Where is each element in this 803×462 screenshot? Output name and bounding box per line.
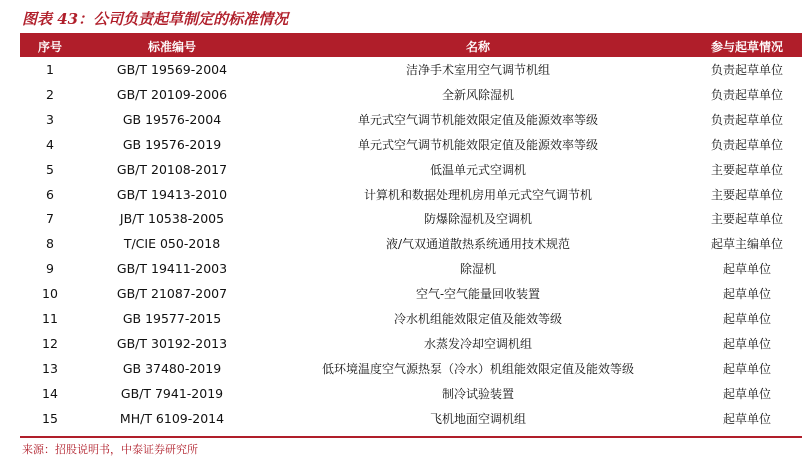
cell-standard-code: JB/T 10538-2005 bbox=[119, 211, 225, 227]
table-row bbox=[20, 82, 802, 107]
cell-role: 负责起草单位 bbox=[710, 87, 783, 102]
cell-standard-code: GB/T 21087-2007 bbox=[116, 286, 228, 302]
header-role: 参与起草情况 bbox=[692, 35, 802, 57]
cell-role: 负责起草单位 bbox=[710, 137, 783, 152]
cell-standard-code: GB/T 19569-2004 bbox=[116, 61, 228, 77]
cell-index: 1 bbox=[46, 61, 54, 77]
bottom-divider bbox=[20, 436, 802, 438]
cell-index: 7 bbox=[46, 211, 54, 227]
cell-standard-code: GB 19577-2015 bbox=[122, 311, 222, 327]
cell-standard-code: GB/T 7941-2019 bbox=[120, 385, 224, 401]
table-row bbox=[20, 381, 802, 406]
source-note: 来源：招股说明书，中泰证券研究所 bbox=[22, 443, 198, 456]
cell-name: 水蒸发冷却空调机组 bbox=[423, 337, 532, 352]
table-row bbox=[20, 132, 802, 157]
cell-standard-code: GB 37480-2019 bbox=[122, 361, 222, 377]
cell-role: 主要起草单位 bbox=[710, 187, 783, 202]
cell-role: 主要起草单位 bbox=[710, 162, 783, 177]
header-name: 名称 bbox=[264, 35, 692, 57]
cell-name: 除湿机 bbox=[459, 262, 496, 277]
cell-standard-code: MH/T 6109-2014 bbox=[119, 410, 225, 426]
cell-index: 5 bbox=[46, 161, 54, 177]
cell-index: 8 bbox=[46, 236, 54, 252]
table-row bbox=[20, 281, 802, 306]
cell-standard-code: GB/T 19411-2003 bbox=[116, 261, 228, 277]
cell-name: 计算机和数据处理机房用单元式空气调节机 bbox=[363, 187, 592, 202]
cell-standard-code: GB/T 19413-2010 bbox=[116, 186, 228, 202]
cell-name: 低环境温度空气源热泵（冷水）机组能效限定值及能效等级 bbox=[321, 362, 634, 377]
cell-role: 起草单位 bbox=[722, 362, 771, 377]
cell-name: 空气-空气能量回收装置 bbox=[415, 287, 541, 302]
table-header-row bbox=[20, 35, 802, 57]
cell-index: 15 bbox=[42, 410, 58, 426]
cell-index: 13 bbox=[42, 361, 58, 377]
cell-index: 14 bbox=[42, 385, 58, 401]
cell-name: 制冷试验装置 bbox=[441, 386, 514, 401]
cell-role: 起草单位 bbox=[722, 287, 771, 302]
standards-table bbox=[20, 35, 802, 431]
cell-name: 洁净手术室用空气调节机组 bbox=[405, 62, 550, 77]
cell-role: 起草单位 bbox=[722, 337, 771, 352]
table-row bbox=[20, 306, 802, 331]
cell-index: 9 bbox=[46, 261, 54, 277]
table-row bbox=[20, 107, 802, 132]
cell-name: 低温单元式空调机 bbox=[429, 162, 526, 177]
cell-role: 负责起草单位 bbox=[710, 112, 783, 127]
cell-index: 2 bbox=[46, 86, 54, 102]
cell-index: 11 bbox=[42, 311, 58, 327]
cell-name: 单元式空气调节机能效限定值及能源效率等级 bbox=[357, 112, 598, 127]
cell-name: 单元式空气调节机能效限定值及能源效率等级 bbox=[357, 137, 598, 152]
cell-role: 起草单位 bbox=[722, 262, 771, 277]
table-row bbox=[20, 182, 802, 207]
cell-name: 液/气双通道散热系统通用技术规范 bbox=[385, 237, 571, 252]
cell-name: 防爆除湿机及空调机 bbox=[423, 212, 532, 227]
cell-role: 起草主编单位 bbox=[710, 237, 783, 252]
table-row bbox=[20, 331, 802, 356]
table-body bbox=[20, 57, 802, 431]
cell-standard-code: GB/T 20108-2017 bbox=[116, 161, 228, 177]
cell-index: 3 bbox=[46, 111, 54, 127]
cell-index: 12 bbox=[42, 336, 58, 352]
cell-index: 4 bbox=[46, 136, 54, 152]
cell-role: 主要起草单位 bbox=[710, 212, 783, 227]
cell-role: 起草单位 bbox=[722, 386, 771, 401]
cell-role: 负责起草单位 bbox=[710, 62, 783, 77]
cell-index: 6 bbox=[46, 186, 54, 202]
header-standard-code: 标准编号 bbox=[80, 35, 264, 57]
cell-name: 全新风除湿机 bbox=[441, 87, 514, 102]
table-row bbox=[20, 157, 802, 182]
cell-name: 冷水机组能效限定值及能效等级 bbox=[393, 312, 562, 327]
cell-role: 起草单位 bbox=[722, 312, 771, 327]
table-row bbox=[20, 231, 802, 256]
chart-title: 图表 43：公司负责起草制定的标准情况 bbox=[22, 10, 289, 28]
cell-standard-code: GB/T 20109-2006 bbox=[116, 86, 228, 102]
cell-standard-code: T/CIE 050-2018 bbox=[123, 236, 221, 252]
cell-standard-code: GB/T 30192-2013 bbox=[116, 336, 228, 352]
cell-role: 起草单位 bbox=[722, 411, 771, 426]
header-index: 序号 bbox=[20, 35, 80, 57]
cell-name: 飞机地面空调机组 bbox=[429, 411, 526, 426]
cell-index: 10 bbox=[42, 286, 58, 302]
table-row bbox=[20, 256, 802, 281]
cell-standard-code: GB 19576-2004 bbox=[122, 111, 222, 127]
cell-standard-code: GB 19576-2019 bbox=[122, 136, 222, 152]
table-row bbox=[20, 406, 802, 431]
table-row bbox=[20, 207, 802, 232]
table-row bbox=[20, 356, 802, 381]
table-row bbox=[20, 57, 802, 82]
